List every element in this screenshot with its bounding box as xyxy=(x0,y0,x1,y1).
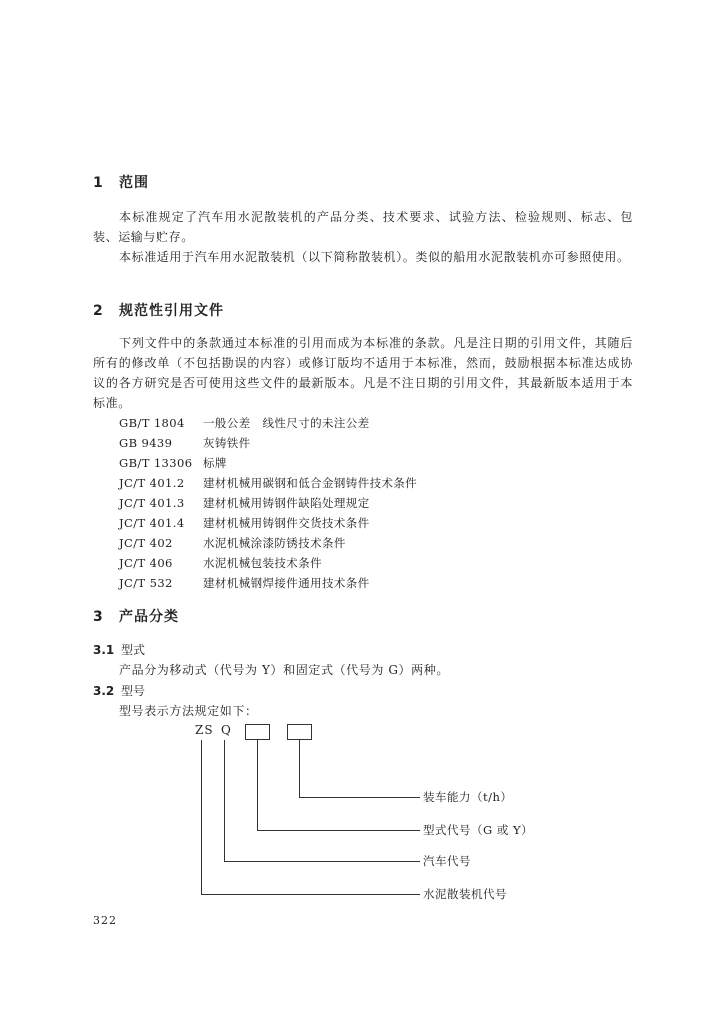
reference-item xyxy=(119,515,370,531)
reference-title: 水泥机械涂漆防锈技术条件 xyxy=(203,536,346,550)
reference-item xyxy=(119,435,251,451)
code-q: Q xyxy=(221,723,232,737)
section-number: 1 xyxy=(93,175,104,191)
subsection-heading-type xyxy=(93,641,145,658)
vehicle-code-label: 汽车代号 xyxy=(423,854,471,868)
reference-item xyxy=(119,455,227,471)
type-code-box xyxy=(245,724,270,740)
section-heading-product-classification xyxy=(93,606,179,626)
reference-title: 建材机械用碳钢和低合金钢铸件技术条件 xyxy=(203,476,418,490)
subsection-heading-model xyxy=(93,682,145,699)
machine-leader-vertical xyxy=(201,740,202,894)
scope-paragraph-2: 本标准适用于汽车用水泥散装机（以下简称散装机）。类似的船用水泥散装机亦可参照使用。 xyxy=(119,250,630,264)
reference-title: 建材机械钢焊接件通用技术条件 xyxy=(203,576,370,590)
reference-title: 建材机械用铸钢件交货技术条件 xyxy=(203,516,370,530)
reference-item xyxy=(119,415,370,431)
section-number: 3 xyxy=(93,609,104,625)
reference-title: 标牌 xyxy=(203,456,227,470)
reference-item xyxy=(119,555,322,571)
section-title: 产品分类 xyxy=(119,609,179,625)
reference-code: JC/T 406 xyxy=(119,556,173,570)
code-zs: ZS xyxy=(195,723,214,737)
type-code-label: 型式代号（G 或 Y） xyxy=(423,823,534,837)
reference-item xyxy=(119,475,417,491)
capacity-label: 装车能力（t/h） xyxy=(423,790,513,804)
reference-code: JC/T 401.3 xyxy=(119,496,185,510)
machine-code-label: 水泥散装机代号 xyxy=(423,887,507,901)
reference-code: GB/T 13306 xyxy=(119,456,193,470)
type-leader-vertical xyxy=(257,740,258,830)
vehicle-leader-vertical xyxy=(224,740,225,861)
reference-code: JC/T 532 xyxy=(119,576,173,590)
reference-item xyxy=(119,495,370,511)
capacity-box xyxy=(287,724,312,740)
section-title: 规范性引用文件 xyxy=(119,303,224,319)
model-description: 型号表示方法规定如下： xyxy=(119,704,258,718)
section-number: 2 xyxy=(93,303,104,319)
subsection-title: 型式 xyxy=(121,643,146,657)
reference-title: 水泥机械包装技术条件 xyxy=(203,556,322,570)
subsection-number: 3.1 xyxy=(93,643,115,657)
reference-code: GB 9439 xyxy=(119,436,173,450)
page-number: 322 xyxy=(93,914,117,927)
vehicle-leader-horizontal xyxy=(224,861,420,862)
section-heading-scope xyxy=(93,172,149,192)
section-heading-normative-references xyxy=(93,300,224,320)
reference-code: JC/T 402 xyxy=(119,536,173,550)
subsection-title: 型号 xyxy=(121,684,146,698)
reference-title: 一般公差 线性尺寸的未注公差 xyxy=(203,416,370,430)
capacity-leader-vertical xyxy=(299,740,300,797)
reference-item xyxy=(119,575,370,591)
reference-code: JC/T 401.4 xyxy=(119,516,185,530)
reference-title: 建材机械用铸钢件缺陷处理规定 xyxy=(203,496,370,510)
reference-item xyxy=(119,535,346,551)
references-intro-paragraph: 下列文件中的条款通过本标准的引用而成为本标准的条款。凡是注日期的引用文件，其随后所有的修改单（不包括勘误的内容）或修订版均不适用于本标准，然而，鼓励根据本标准达成协议的各方研究是否可使用这些文件的最新版本。凡是不注日期的引用文件，其最新版本适用于本标准。 xyxy=(93,336,633,410)
subsection-number: 3.2 xyxy=(93,684,115,698)
reference-code: JC/T 401.2 xyxy=(119,476,185,490)
type-description: 产品分为移动式（代号为 Y）和固定式（代号为 G）两种。 xyxy=(119,663,449,677)
scope-paragraph-1: 本标准规定了汽车用水泥散装机的产品分类、技术要求、试验方法、检验规则、标志、包装、运输与贮存。 xyxy=(93,210,633,244)
section-title: 范围 xyxy=(119,175,149,191)
machine-leader-horizontal xyxy=(201,894,420,895)
reference-code: GB/T 1804 xyxy=(119,416,185,430)
reference-title: 灰铸铁件 xyxy=(203,436,251,450)
type-leader-horizontal xyxy=(257,830,420,831)
capacity-leader-horizontal xyxy=(299,797,420,798)
